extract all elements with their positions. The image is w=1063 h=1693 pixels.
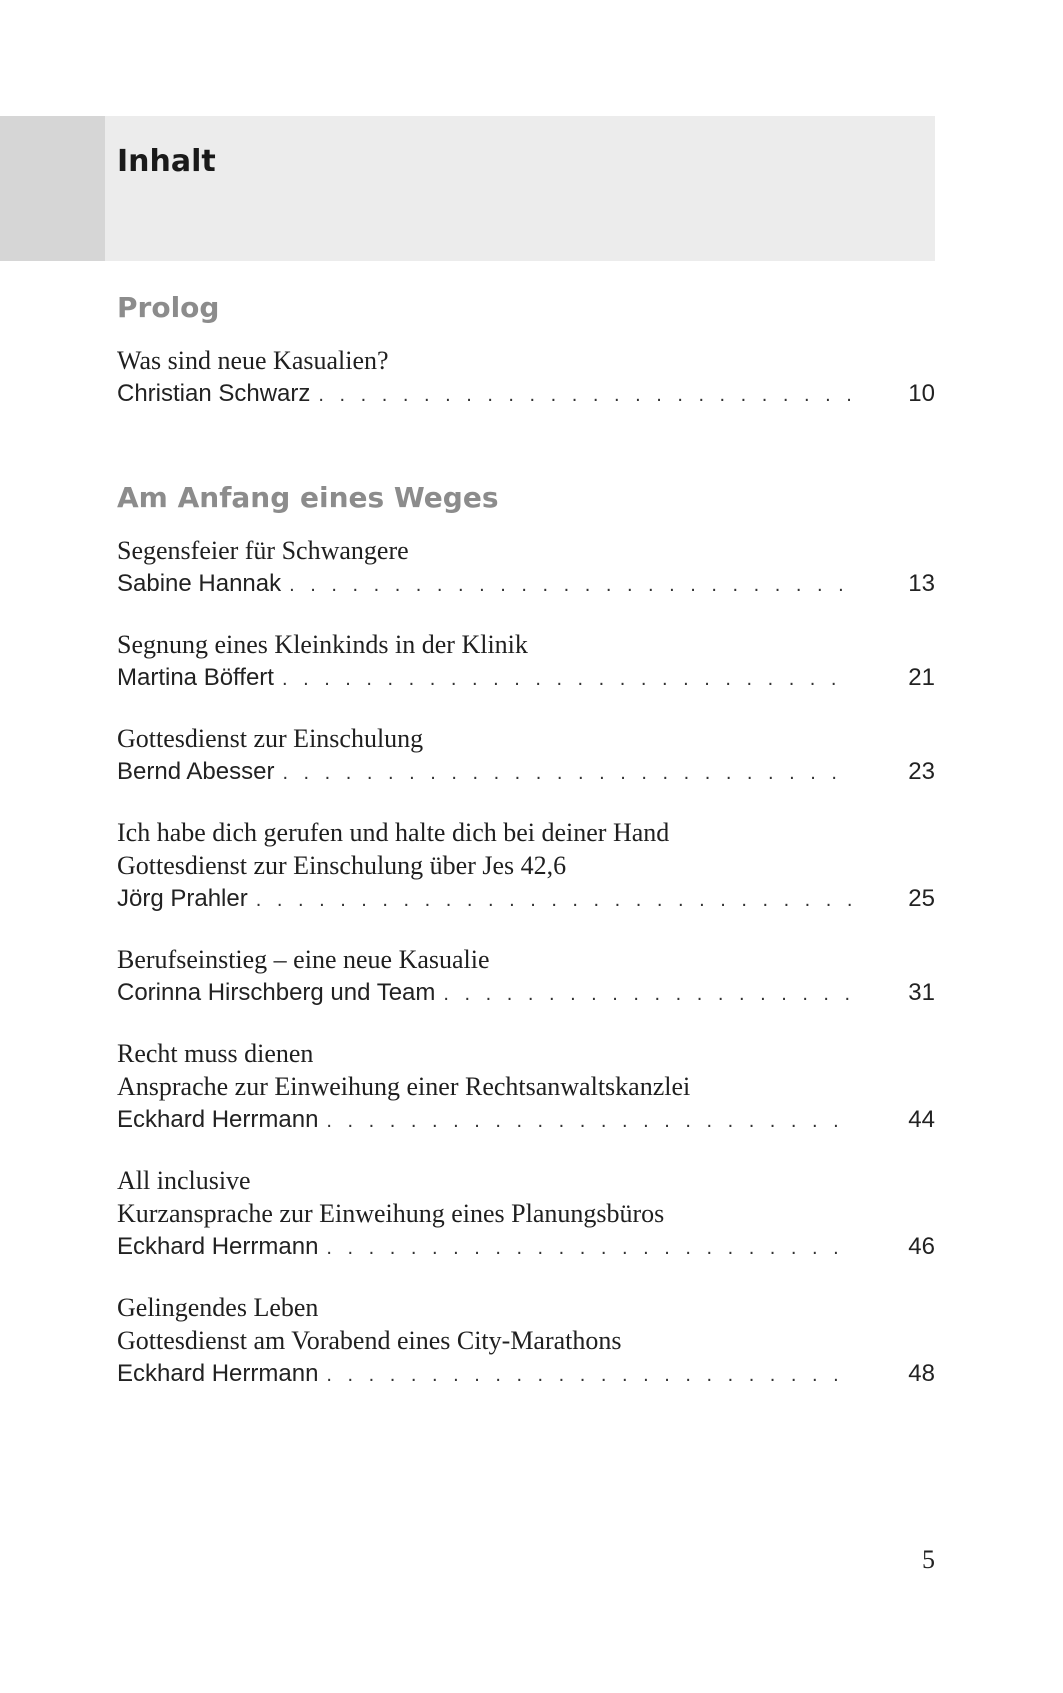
entry-subtitle: Gottesdienst am Vorabend eines City-Marathons (117, 1326, 622, 1355)
entry-author: Corinna Hirschberg und Team (117, 979, 436, 1006)
entry-subtitle: Kurzansprache zur Einweihung eines Planungsbüros (117, 1199, 665, 1228)
dot-leader (318, 379, 851, 412)
entry-author: Eckhard Herrmann (117, 1233, 319, 1260)
dot-leader (443, 978, 851, 1011)
author-line (117, 976, 935, 1011)
entry-title: Gelingendes Leben (117, 1293, 319, 1322)
entry-title: Ich habe dich gerufen und halte dich bei deiner Hand (117, 818, 670, 847)
dot-leader (326, 1359, 851, 1392)
toc-section-anfang (117, 476, 935, 1392)
author-line (117, 567, 935, 602)
entry-page-number: 10 (908, 380, 935, 407)
author-line (117, 755, 935, 790)
author-line (117, 882, 935, 917)
author-line (117, 1103, 935, 1138)
entry-page-number: 13 (908, 570, 935, 597)
dot-leader (326, 1105, 851, 1138)
header-tab (0, 116, 105, 261)
entry-page-number: 31 (908, 979, 935, 1006)
entry-page-number: 44 (908, 1106, 935, 1133)
entry-title: Segnung eines Kleinkinds in der Klinik (117, 630, 528, 659)
entry-page-number: 23 (908, 758, 935, 785)
entry-title: Segensfeier für Schwangere (117, 536, 409, 565)
toc-entry (117, 722, 935, 790)
page-title: Inhalt (117, 144, 216, 179)
entry-title: Berufseinstieg – eine neue Kasualie (117, 945, 490, 974)
dot-leader (256, 884, 851, 917)
entry-author: Eckhard Herrmann (117, 1360, 319, 1387)
entry-subtitle: Gottesdienst zur Einschulung über Jes 42,6 (117, 851, 567, 880)
entry-author: Eckhard Herrmann (117, 1106, 319, 1133)
section-heading: Am Anfang eines Weges (117, 481, 499, 514)
entry-title: Recht muss dienen (117, 1039, 314, 1068)
entry-title: Was sind neue Kasualien? (117, 346, 389, 375)
toc-section-prolog (117, 286, 935, 412)
entry-author: Martina Böffert (117, 664, 274, 691)
entry-author: Bernd Abesser (117, 758, 275, 785)
dot-leader (282, 663, 851, 696)
entry-page-number: 48 (908, 1360, 935, 1387)
toc-entry (117, 943, 935, 1011)
toc-entry (117, 1037, 935, 1138)
table-of-contents (117, 286, 935, 1456)
entry-title: Gottesdienst zur Einschulung (117, 724, 424, 753)
dot-leader (326, 1232, 851, 1265)
entry-page-number: 21 (908, 664, 935, 691)
author-line (117, 1357, 935, 1392)
entry-page-number: 25 (908, 885, 935, 912)
entry-title: All inclusive (117, 1166, 251, 1195)
author-line (117, 377, 935, 412)
toc-entry (117, 816, 935, 917)
toc-entry (117, 1291, 935, 1392)
entry-author: Jörg Prahler (117, 885, 248, 912)
entry-author: Christian Schwarz (117, 380, 311, 407)
toc-entry (117, 628, 935, 696)
entry-page-number: 46 (908, 1233, 935, 1260)
toc-entry (117, 344, 935, 412)
entry-subtitle: Ansprache zur Einweihung einer Rechtsanwaltskanzlei (117, 1072, 691, 1101)
toc-entry (117, 534, 935, 602)
author-line (117, 1230, 935, 1265)
header-band (0, 116, 935, 261)
section-heading: Prolog (117, 291, 220, 324)
entry-author: Sabine Hannak (117, 570, 282, 597)
folio-page-number: 5 (922, 1545, 935, 1574)
toc-entry (117, 1164, 935, 1265)
author-line (117, 661, 935, 696)
dot-leader (282, 757, 851, 790)
dot-leader (289, 569, 851, 602)
